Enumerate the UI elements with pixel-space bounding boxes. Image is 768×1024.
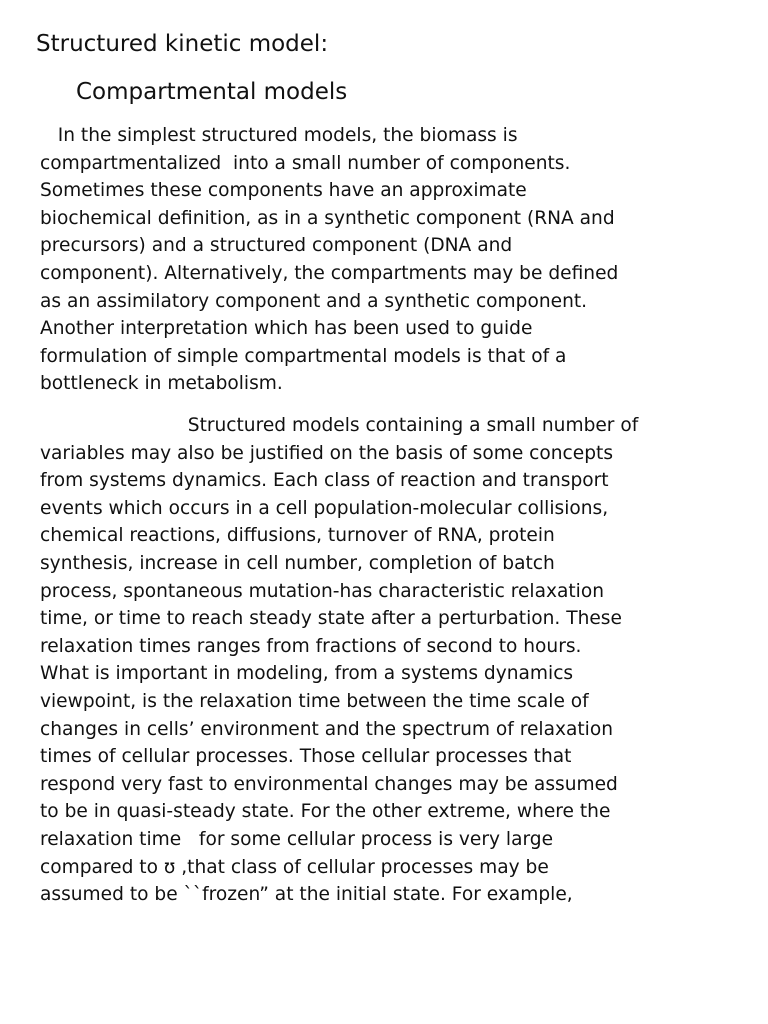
text-line: compartmentalized into a small number of components. bbox=[40, 152, 571, 174]
text-line: Structured models containing a small number of bbox=[40, 415, 639, 436]
page-subtitle: Compartmental models bbox=[76, 79, 348, 105]
text-line: In the simplest structured models, the biomass is bbox=[40, 125, 518, 146]
text-line: viewpoint, is the relaxation time between the time scale of bbox=[40, 690, 589, 712]
text-line: chemical reactions, diffusions, turnover of RNA, protein bbox=[40, 525, 555, 547]
paragraph-1 bbox=[40, 122, 618, 398]
text-line: from systems dynamics. Each class of reaction and transport bbox=[40, 470, 609, 492]
text-line: respond very fast to environmental changes may be assumed bbox=[40, 773, 618, 795]
text-line: Another interpretation which has been used to guide bbox=[40, 318, 533, 340]
text-line: to be in quasi-steady state. For the other extreme, where the bbox=[40, 801, 611, 823]
text-line: events which occurs in a cell population-molecular collisions, bbox=[40, 497, 609, 519]
text-line: Sometimes these components have an approximate bbox=[40, 180, 527, 202]
text-line: process, spontaneous mutation-has characteristic relaxation bbox=[40, 580, 605, 602]
text-line: biochemical definition, as in a synthetic component (RNA and bbox=[40, 207, 615, 229]
text-line: relaxation time for some cellular process is very large bbox=[40, 828, 554, 850]
text-line: bottleneck in metabolism. bbox=[40, 373, 283, 395]
text-line: What is important in modeling, from a systems dynamics bbox=[40, 663, 574, 685]
text-line: time, or time to reach steady state after a perturbation. These bbox=[40, 608, 622, 630]
text-line: component). Alternatively, the compartments may be defined bbox=[40, 262, 619, 284]
text-line: synthesis, increase in cell number, completion of batch bbox=[40, 552, 555, 574]
text-line: formulation of simple compartmental models is that of a bbox=[40, 345, 567, 367]
text-line: variables may also be justified on the basis of some concepts bbox=[40, 442, 614, 464]
text-line: changes in cells’ environment and the spectrum of relaxation bbox=[40, 718, 614, 740]
text-line: relaxation times ranges from fractions of second to hours. bbox=[40, 635, 582, 657]
text-line: precursors) and a structured component (DNA and bbox=[40, 235, 513, 257]
text-line: times of cellular processes. Those cellular processes that bbox=[40, 746, 572, 768]
paragraph-2 bbox=[40, 412, 638, 909]
page-title: Structured kinetic model: bbox=[36, 31, 329, 57]
text-line: assumed to be ``frozen” at the initial state. For example, bbox=[40, 884, 573, 906]
text-line: compared to ʊ ,that class of cellular processes may be bbox=[40, 856, 549, 878]
text-line: as an assimilatory component and a synthetic component. bbox=[40, 290, 588, 312]
